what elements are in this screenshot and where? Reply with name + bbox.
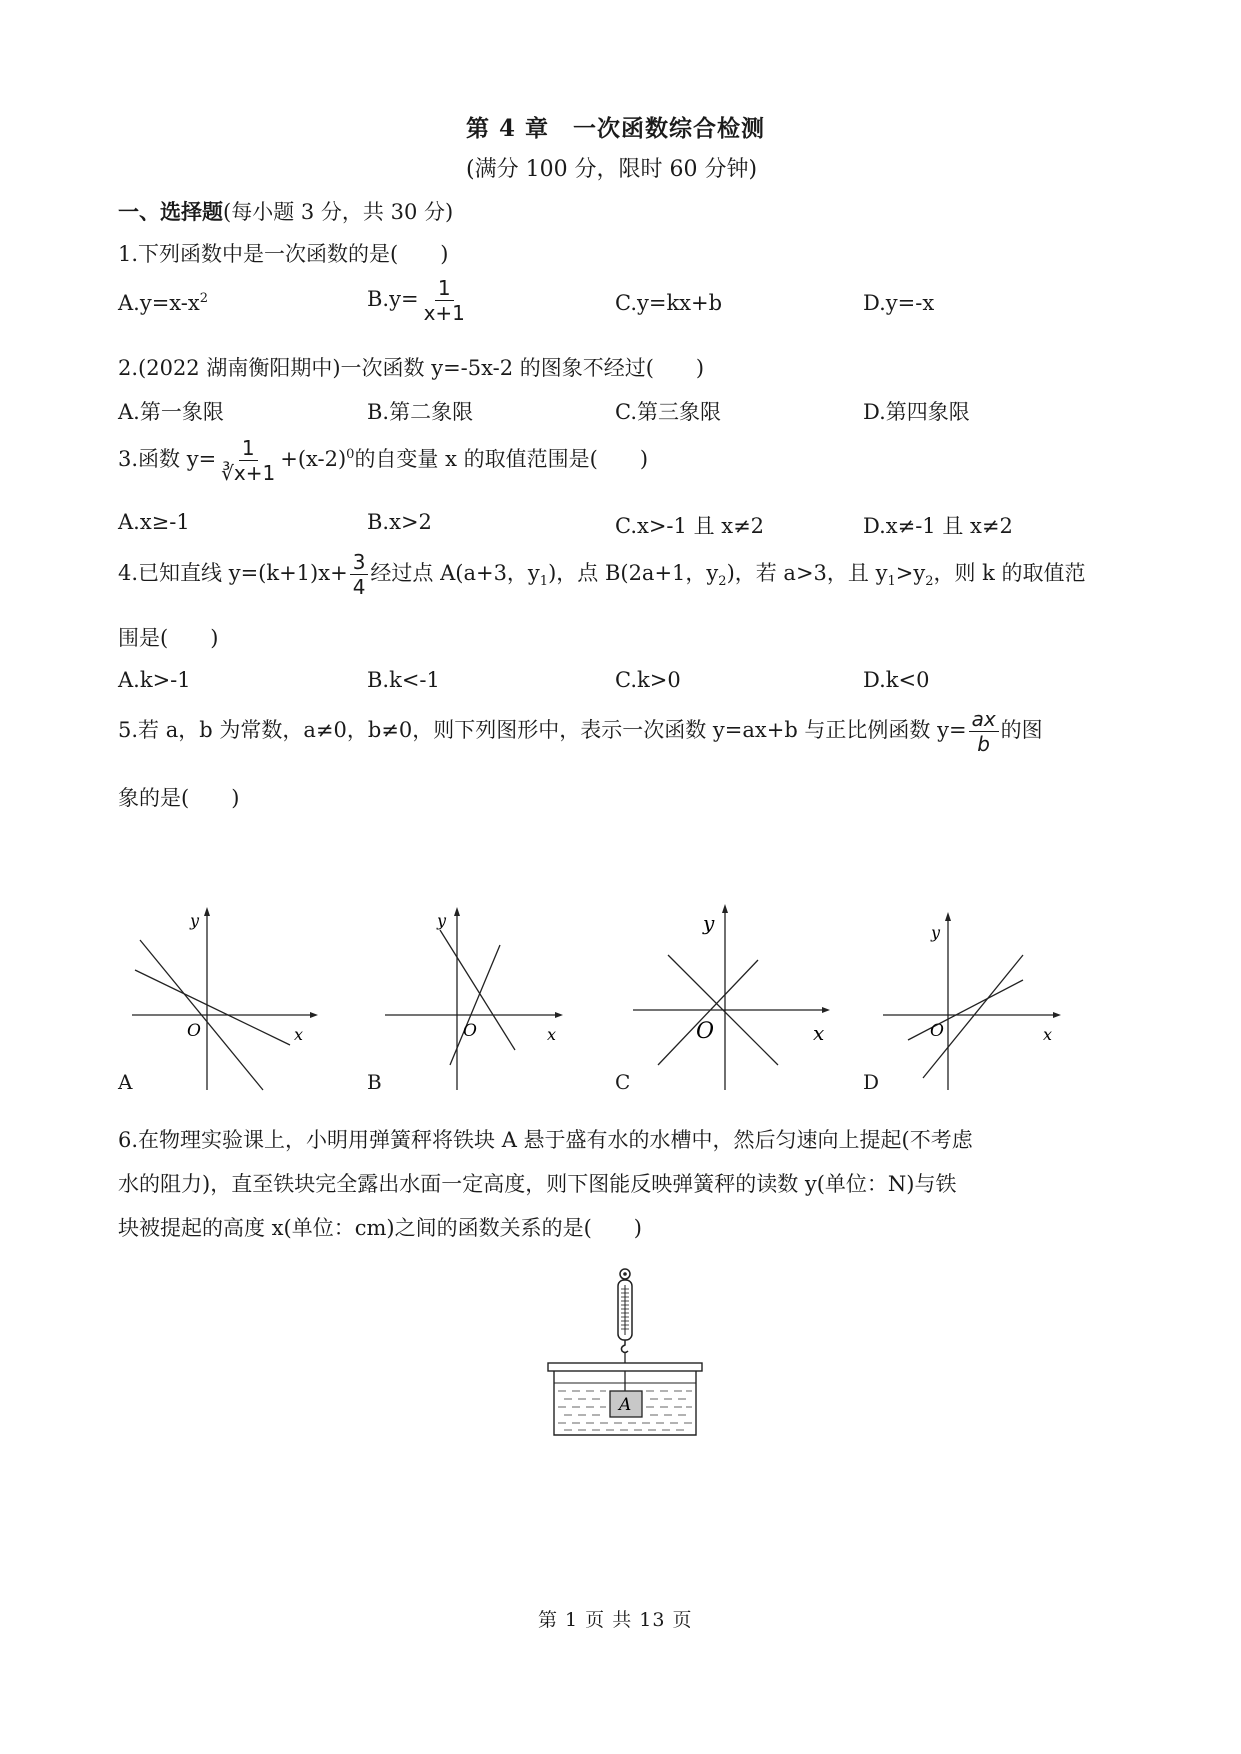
graph-d-y-label: y [931,923,941,942]
q5-stem-line2: 象的是( ) [118,786,240,810]
graph-b-y-label: y [437,911,447,930]
graph-b-x-label: x [547,1025,557,1044]
q3-fraction: $\frac{1}{∛x+1}$ [221,436,276,485]
q4-option-d: D.k<0 [863,668,930,692]
page-footer: 第 1 页 共 13 页 [538,1609,693,1631]
q2-stem: 2.(2022 湖南衡阳期中)一次函数 y=-5x-2 的图象不经过( ) [118,356,705,380]
q3-option-a: A.x≥-1 [118,510,190,534]
q1-a-sup: 2 [199,291,208,306]
q5-graph-c-label: C [615,1070,631,1094]
graph-c-y-label: y [703,911,715,935]
q6-stem-line1: 6.在物理实验课上，小明用弹簧秤将铁块 A 悬于盛有水的水槽中，然后匀速向上提起(不考虑 [118,1128,973,1152]
graph-b-origin-label: O [463,1021,477,1041]
q1-b-fraction: $\frac{1}{x+1}$ [423,276,465,325]
q5-fraction: $\frac{ax}{b}$ [969,707,999,756]
q5-graph-a-label: A [118,1070,133,1094]
graph-d-origin-label: O [930,1021,944,1041]
graph-d-x-label: x [1043,1025,1053,1044]
q5-graph-d-label: D [863,1070,880,1094]
q4-option-b: B.k<-1 [367,668,440,692]
q4-option-a: A.k>-1 [118,668,191,692]
q6-stem-line2: 水的阻力)，直至铁块完全露出水面一定高度，则下图能反映弹簧秤的读数 y(单位：N)与铁 [118,1172,957,1196]
q2-option-c: C.第三象限 [615,400,721,424]
q1-option-a: $A.y=x-x^2$ [118,291,208,315]
scale-hook-icon [621,1340,628,1353]
section-heading [118,196,453,226]
q5-graph-b-label: B [367,1070,382,1094]
q1-option-c: C.y=kx+b [615,291,723,315]
q2-option-a: A.第一象限 [118,400,224,424]
graph-c-x-label: x [813,1021,825,1045]
iron-block-label: A [619,1395,632,1415]
q5-graph-c [628,900,838,1100]
graph-a-origin-label: O [187,1021,201,1041]
q3-option-b: B.x>2 [367,510,432,534]
q5-stem: 5.若 a，b 为常数，a≠0，b≠0，则下列图形中，表示一次函数 y=ax+b 与正比例函数 y= $\frac{ax}{b}$ 的图 [118,707,1043,756]
graph-a-y-label: y [190,911,200,930]
page-title: 第 4 章 一次函数综合检测 [466,115,766,142]
q4-stem: 4.已知直线 y=(k+1)x+ $\frac{3}{4}$ 经过点 A(a+3，$y_1$)，点 B(2a+1，$y_2$)，若 a>3，且 $y_1>y_2$，则 k 的取值范 [118,550,1086,599]
q4-fraction: $\frac{3}{4}$ [350,550,369,599]
q6-illustration [540,1265,710,1450]
q2-option-b: B.第二象限 [367,400,474,424]
q5-graph-d [878,900,1078,1100]
graph-a-x-label: x [294,1025,304,1044]
q5-graph-a [120,900,320,1100]
q3-option-d: D.x≠-1 且 x≠2 [863,514,1013,538]
q4-stem-line2: 围是( ) [118,626,219,650]
section-note: (每小题 3 分，共 30 分) [223,200,454,224]
q1-stem: 1.下列函数中是一次函数的是( ) [118,242,449,266]
q6-stem-line3: 块被提起的高度 x(单位：cm)之间的函数关系的是( ) [118,1216,642,1240]
section-title: 一、选择题 [118,199,223,224]
q5-graph-b [375,900,575,1100]
q3-option-c: C.x>-1 且 x≠2 [615,514,765,538]
q2-option-d: D.第四象限 [863,400,970,424]
page-subtitle: (满分 100 分，限时 60 分钟) [466,157,758,182]
q1-option-b: B.y= $\frac{1}{x+1}$ [367,276,470,325]
q1-option-d: D.y=-x [863,291,935,315]
graph-c-origin-label: O [696,1019,715,1044]
q4-option-c: C.k>0 [615,668,681,692]
q3-stem: 3.函数 y= $\frac{1}{∛x+1}$ $+(x-2)^0$的自变量 x 的取值范围是( ) [118,436,649,485]
